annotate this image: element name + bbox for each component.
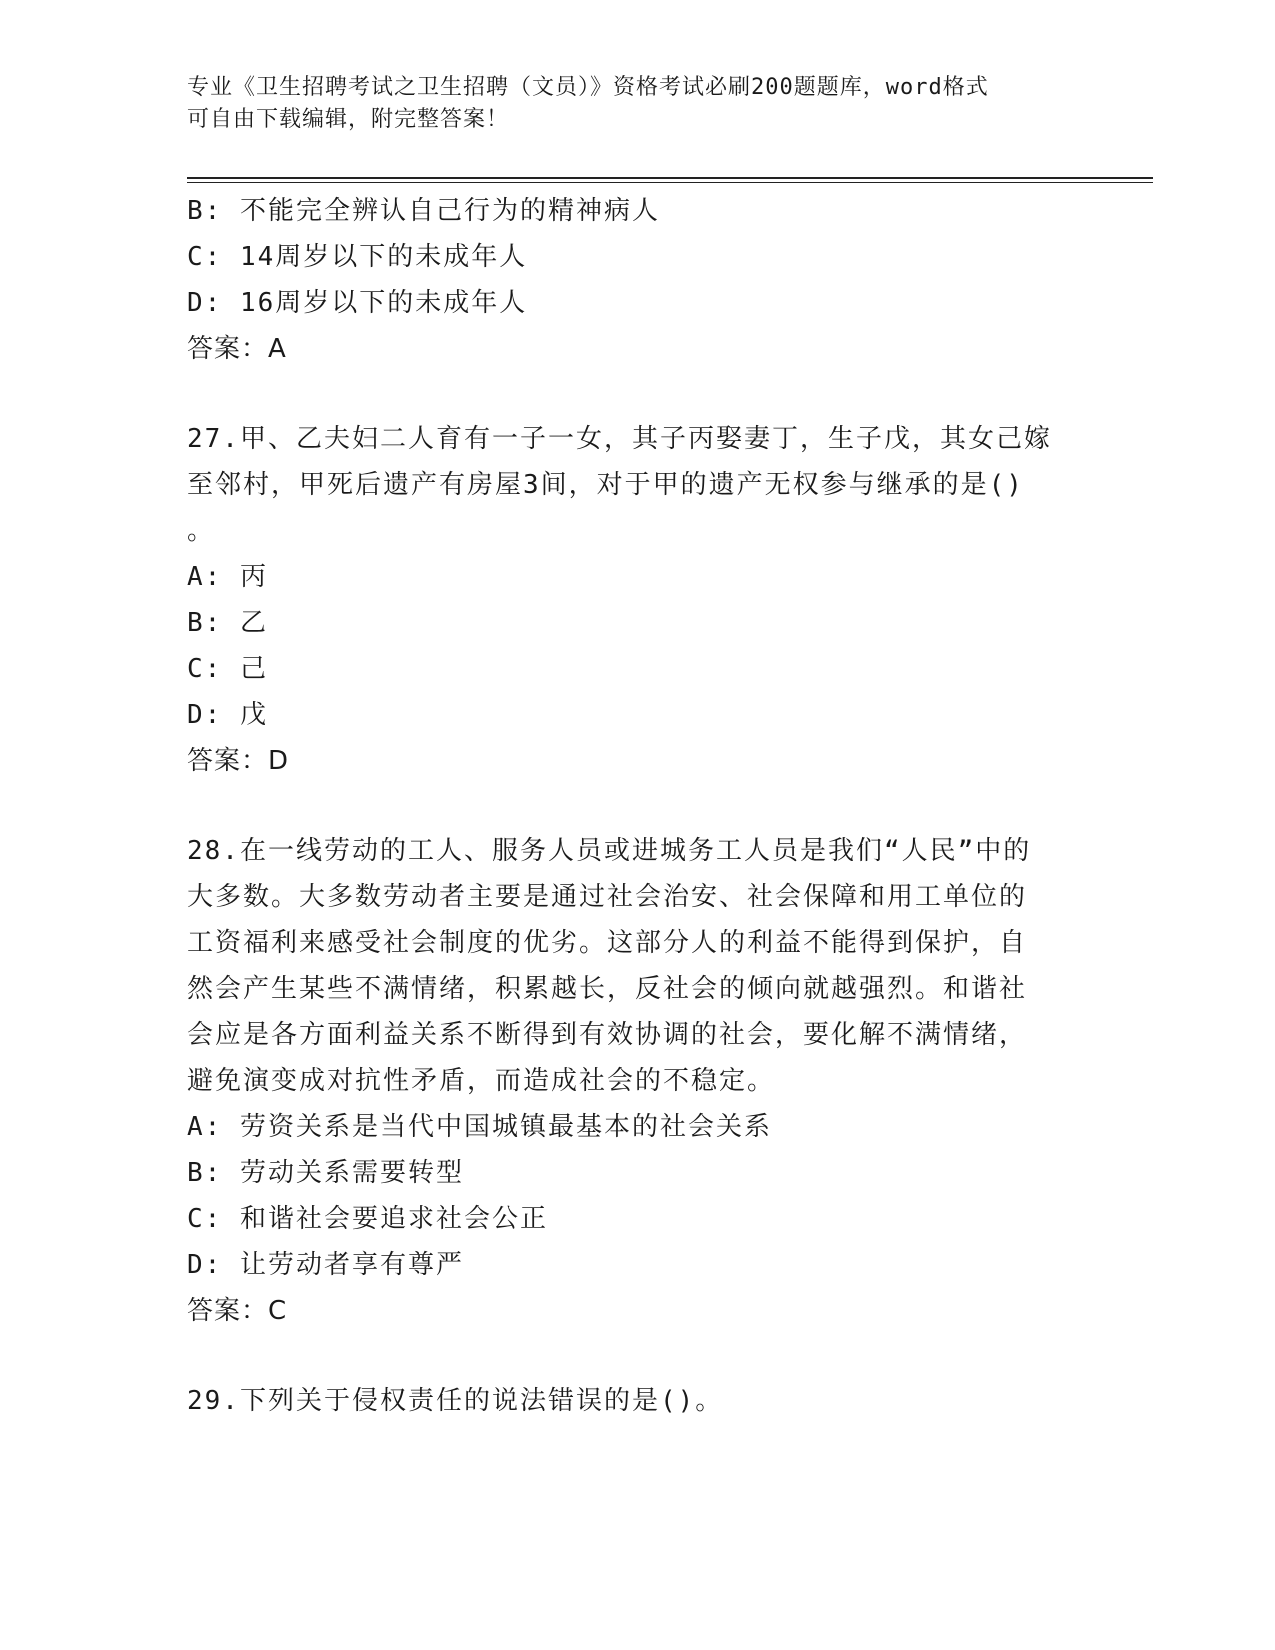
question-29 [187,1378,1087,1424]
option-b: B: 乙 [187,608,268,638]
option-d: D: 戊 [187,700,268,730]
header-line-1: 专业《卫生招聘考试之卫生招聘（文员）》资格考试必刷200题题库，word格式 [187,75,989,100]
option-c: C: 14周岁以下的未成年人 [187,242,528,272]
answer-line: 答案：D [187,746,290,776]
question-stem-line: 然会产生某些不满情绪，积累越长，反社会的倾向就越强烈。和谐社 [187,974,1028,1004]
answer-line: 答案：A [187,334,287,364]
question-stem-line: 。 [187,516,216,546]
question-stem-line: 28.在一线劳动的工人、服务人员或进城务工人员是我们“人民”中的 [187,836,1032,866]
answer-line: 答案：C [187,1296,288,1326]
question-stem-line: 至邻村，甲死后遗产有房屋3间，对于甲的遗产无权参与继承的是() [187,470,1024,500]
header-divider [187,177,1153,183]
question-list [187,188,1087,1424]
spacer [187,1334,1087,1378]
option-c: C: 和谐社会要追求社会公正 [187,1204,548,1234]
option-b: B: 劳动关系需要转型 [187,1158,464,1188]
option-d: D: 让劳动者享有尊严 [187,1250,464,1280]
spacer [187,372,1087,416]
option-b: B: 不能完全辨认自己行为的精神病人 [187,196,660,226]
question-28 [187,828,1087,1334]
question-stem-line: 29.下列关于侵权责任的说法错误的是()。 [187,1386,724,1416]
option-c: C: 己 [187,654,268,684]
question-26 [187,188,1087,372]
spacer [187,784,1087,828]
question-stem-line: 27.甲、乙夫妇二人育有一子一女，其子丙娶妻丁，生子戊，其女己嫁 [187,424,1052,454]
question-stem-line: 大多数。大多数劳动者主要是通过社会治安、社会保障和用工单位的 [187,882,1028,912]
document-header [187,72,1067,136]
option-d: D: 16周岁以下的未成年人 [187,288,528,318]
header-line-2: 可自由下载编辑，附完整答案！ [187,107,510,132]
question-stem-line: 会应是各方面利益关系不断得到有效协调的社会，要化解不满情绪， [187,1020,1028,1050]
question-27 [187,416,1087,784]
option-a: A: 劳资关系是当代中国城镇最基本的社会关系 [187,1112,772,1142]
question-stem-line: 避免演变成对抗性矛盾，而造成社会的不稳定。 [187,1066,776,1096]
option-a: A: 丙 [187,562,268,592]
question-stem-line: 工资福利来感受社会制度的优劣。这部分人的利益不能得到保护，自 [187,928,1028,958]
